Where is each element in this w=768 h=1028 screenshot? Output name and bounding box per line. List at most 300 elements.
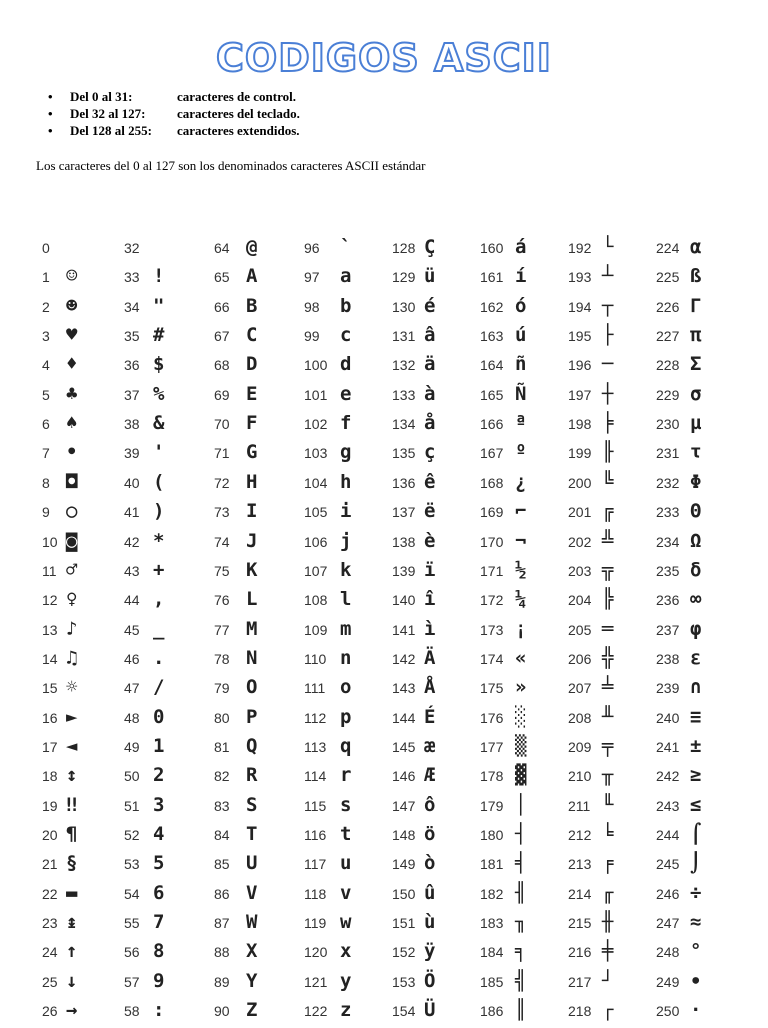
ascii-code: 20 [42, 827, 58, 843]
ascii-glyph: B [246, 294, 258, 317]
ascii-glyph: ┘ [602, 969, 614, 992]
ascii-code: 6 [42, 416, 50, 433]
ascii-glyph: : [153, 999, 165, 1022]
ascii-glyph: 8 [153, 940, 165, 963]
ascii-glyph: ┤ [515, 823, 527, 845]
ascii-code: 129 [392, 269, 416, 286]
ascii-glyph: b [340, 294, 352, 317]
ascii-glyph: ♠ [66, 412, 78, 435]
ascii-glyph: l [340, 588, 352, 611]
ascii-glyph: S [246, 793, 258, 816]
ascii-glyph: ¿ [515, 470, 527, 493]
ascii-glyph: _ [153, 617, 165, 640]
ascii-code: 182 [480, 885, 504, 902]
ascii-code: 33 [124, 269, 140, 286]
ascii-code: 104 [304, 474, 328, 491]
ascii-glyph: ╔ [602, 500, 614, 523]
ascii-glyph: ╢ [515, 881, 527, 904]
ascii-code: 150 [392, 885, 416, 902]
ascii-code: 80 [214, 709, 230, 726]
ascii-glyph: ½ [515, 558, 527, 581]
ascii-code: 122 [304, 1003, 328, 1020]
ascii-glyph: ☼ [66, 676, 78, 699]
ascii-code: 115 [304, 797, 327, 814]
ascii-glyph: è [424, 529, 436, 552]
ascii-code: 99 [304, 328, 320, 345]
ascii-code: 24 [42, 944, 58, 961]
ascii-glyph: R [246, 764, 258, 787]
ascii-code: 233 [656, 504, 680, 521]
ascii-glyph: ¼ [515, 588, 527, 611]
ascii-code: 17 [42, 738, 58, 755]
ascii-glyph: & [153, 412, 165, 435]
ascii-code: 11 [42, 562, 57, 579]
ascii-glyph: ░ [515, 705, 527, 728]
ascii-code: 145 [392, 738, 416, 755]
ascii-glyph: 3 [153, 793, 165, 816]
ascii-glyph: Æ [424, 764, 436, 787]
ascii-glyph: ╞ [602, 412, 614, 435]
ascii-glyph: ♣ [66, 382, 78, 405]
ascii-glyph: ╚ [602, 470, 614, 493]
ascii-code: 229 [656, 386, 680, 403]
ascii-code: 236 [656, 592, 680, 609]
ascii-code: 106 [304, 533, 328, 550]
ascii-glyph: │ [515, 793, 527, 816]
ascii-glyph: ∙ [690, 969, 702, 992]
ascii-glyph: ∞ [690, 588, 702, 611]
ascii-code: 184 [480, 944, 504, 961]
ascii-code: 130 [392, 298, 416, 315]
ascii-code: 1 [42, 269, 50, 286]
ascii-code: 142 [392, 650, 416, 667]
ascii-code: 41 [124, 504, 140, 521]
ascii-code: 46 [124, 650, 140, 667]
ascii-glyph: ≈ [690, 911, 702, 934]
ascii-code: 195 [568, 328, 592, 345]
ascii-glyph: ▓ [515, 764, 527, 787]
ascii-code: 226 [656, 298, 680, 315]
ascii-glyph: º [515, 441, 527, 464]
ascii-code: 131 [392, 328, 416, 345]
ascii-glyph: ◙ [66, 529, 78, 552]
ascii-code: 89 [214, 973, 230, 990]
ascii-code: 207 [568, 680, 592, 697]
ascii-code: 203 [568, 562, 592, 579]
ascii-glyph: « [515, 646, 527, 669]
ascii-glyph: á [515, 236, 527, 258]
ascii-glyph: K [246, 558, 258, 581]
ascii-code: 48 [124, 709, 140, 726]
ascii-glyph: ◘ [66, 470, 78, 493]
ascii-code: 18 [42, 768, 58, 785]
ascii-glyph: ╡ [515, 852, 527, 875]
ascii-glyph: i [340, 500, 352, 523]
ascii-glyph: ≥ [690, 764, 702, 787]
ascii-glyph: Γ [690, 294, 702, 317]
ascii-glyph: ╤ [602, 734, 614, 757]
ascii-code: 9 [42, 504, 50, 521]
ascii-code: 249 [656, 973, 680, 990]
ascii-glyph: G [246, 441, 258, 464]
ascii-code: 178 [480, 768, 504, 785]
ascii-glyph: 0 [153, 705, 165, 728]
ascii-glyph: » [515, 676, 527, 699]
ascii-code: 210 [568, 768, 592, 785]
ascii-glyph: ÷ [690, 881, 702, 904]
ascii-code: 19 [42, 797, 58, 814]
ascii-glyph: . [153, 646, 165, 669]
ascii-code: 120 [304, 944, 328, 961]
ascii-glyph: • [66, 441, 78, 464]
ascii-code: 15 [42, 680, 58, 697]
ascii-code: 193 [568, 269, 592, 286]
ascii-glyph: φ [690, 617, 702, 640]
ascii-code: 39 [124, 445, 140, 462]
ascii-glyph: → [66, 999, 78, 1022]
ascii-code: 239 [656, 680, 680, 697]
ascii-code: 25 [42, 973, 58, 990]
ascii-glyph: ↕ [66, 764, 78, 787]
ascii-code: 112 [304, 709, 327, 726]
ascii-code: 134 [392, 416, 416, 433]
ascii-code: 201 [568, 504, 592, 521]
ascii-code: 32 [124, 240, 140, 256]
ascii-glyph: X [246, 940, 258, 963]
ascii-glyph: e [340, 382, 352, 405]
ascii-glyph: ╨ [602, 705, 614, 728]
ascii-glyph: j [340, 529, 352, 552]
ascii-code: 55 [124, 915, 140, 932]
ascii-code: 65 [214, 269, 230, 286]
ascii-glyph: Å [424, 676, 436, 699]
ascii-code: 118 [304, 885, 327, 902]
ascii-glyph: í [515, 265, 527, 288]
ascii-glyph: Y [246, 969, 258, 992]
ascii-glyph: # [153, 324, 165, 347]
ascii-code: 4 [42, 357, 50, 374]
ascii-code: 248 [656, 944, 680, 961]
ascii-glyph: ♪ [66, 617, 78, 640]
ascii-code: 149 [392, 856, 416, 873]
ascii-code: 109 [304, 621, 328, 638]
ascii-glyph: ö [424, 823, 436, 845]
ascii-code: 102 [304, 416, 328, 433]
ascii-code: 231 [656, 445, 680, 462]
ascii-code: 34 [124, 298, 140, 315]
ascii-code: 138 [392, 533, 416, 550]
ascii-code: 199 [568, 445, 592, 462]
ascii-code: 153 [392, 973, 416, 990]
ascii-glyph: ¡ [515, 617, 527, 640]
ascii-code: 85 [214, 856, 230, 873]
ascii-code: 214 [568, 885, 592, 902]
ascii-glyph: ╬ [602, 646, 614, 669]
ascii-glyph: * [153, 529, 165, 552]
ascii-code: 169 [480, 504, 504, 521]
ascii-code: 232 [656, 474, 680, 491]
ascii-glyph: ╧ [602, 676, 614, 699]
ascii-code: 58 [124, 1003, 140, 1020]
ascii-glyph: 7 [153, 911, 165, 934]
ascii-code: 160 [480, 240, 504, 256]
ascii-code: 183 [480, 915, 504, 932]
ascii-code: 170 [480, 533, 504, 550]
ascii-glyph: V [246, 881, 258, 904]
ascii-code: 161 [480, 269, 504, 286]
range-description: caracteres del teclado. [177, 106, 300, 121]
ascii-code: 42 [124, 533, 140, 550]
ascii-glyph: ↑ [66, 940, 78, 963]
ascii-glyph: ¬ [515, 529, 527, 552]
ascii-code: 234 [656, 533, 680, 550]
ascii-code: 164 [480, 357, 504, 374]
ascii-code: 16 [42, 709, 58, 726]
ascii-glyph: ) [153, 500, 165, 523]
ascii-glyph: r [340, 764, 352, 787]
ascii-glyph: 6 [153, 881, 165, 904]
range-label: Del 128 al 255: [70, 123, 152, 138]
ascii-code: 53 [124, 856, 140, 873]
ascii-glyph: Φ [690, 470, 702, 493]
ascii-code: 196 [568, 357, 592, 374]
ascii-code: 147 [392, 797, 416, 814]
ascii-code: 163 [480, 328, 504, 345]
ascii-glyph: ↨ [66, 911, 78, 934]
ascii-glyph: ` [340, 236, 352, 258]
ascii-glyph: , [153, 588, 165, 611]
ascii-glyph: 4 [153, 823, 165, 845]
ascii-glyph: 9 [153, 969, 165, 992]
ascii-code: 98 [304, 298, 320, 315]
ascii-glyph: ñ [515, 353, 527, 376]
ascii-glyph: N [246, 646, 258, 669]
ascii-code: 56 [124, 944, 140, 961]
ascii-code: 0 [42, 240, 50, 256]
ascii-code: 36 [124, 357, 140, 374]
ascii-glyph: 5 [153, 852, 165, 875]
ascii-code: 26 [42, 1003, 58, 1020]
ascii-code: 52 [124, 827, 140, 843]
ascii-glyph: F [246, 412, 258, 435]
ascii-code: 224 [656, 240, 680, 256]
ascii-glyph: Σ [690, 353, 702, 376]
ascii-code: 171 [480, 562, 504, 579]
ascii-code: 81 [214, 738, 230, 755]
ascii-glyph: Θ [690, 500, 702, 523]
ascii-code: 173 [480, 621, 504, 638]
ascii-glyph: σ [690, 382, 702, 405]
ascii-code: 166 [480, 416, 504, 433]
ascii-code: 211 [568, 797, 591, 814]
ascii-code: 54 [124, 885, 140, 902]
ascii-code: 212 [568, 827, 592, 843]
ascii-glyph: â [424, 324, 436, 347]
ascii-code: 128 [392, 240, 416, 256]
ascii-code: 241 [656, 738, 680, 755]
ascii-code: 245 [656, 856, 680, 873]
ascii-glyph: α [690, 236, 702, 258]
ascii-code: 139 [392, 562, 416, 579]
ascii-glyph: ♫ [66, 646, 78, 669]
ascii-glyph: ÿ [424, 940, 436, 963]
ascii-code: 96 [304, 240, 320, 256]
ascii-code: 209 [568, 738, 592, 755]
ascii-code: 197 [568, 386, 592, 403]
range-description: caracteres extendidos. [177, 123, 300, 138]
ascii-code: 44 [124, 592, 140, 609]
ascii-code: 3 [42, 328, 50, 345]
ascii-code: 176 [480, 709, 504, 726]
ascii-glyph: Ö [424, 969, 436, 992]
ascii-code: 136 [392, 474, 416, 491]
ascii-code: 97 [304, 269, 320, 286]
ascii-glyph: ╪ [602, 940, 614, 963]
ascii-glyph: ╫ [602, 911, 614, 934]
ascii-glyph: % [153, 382, 165, 405]
ascii-code: 79 [214, 680, 230, 697]
ascii-glyph: ╓ [602, 881, 614, 904]
ascii-code: 100 [304, 357, 328, 374]
ascii-glyph: δ [690, 558, 702, 581]
ascii-glyph: p [340, 705, 352, 728]
ascii-glyph: ╩ [602, 529, 614, 552]
ascii-code: 181 [480, 856, 504, 873]
ascii-glyph: ± [690, 734, 702, 757]
ascii-code: 10 [42, 533, 58, 550]
ascii-glyph: O [246, 676, 258, 699]
ascii-glyph: n [340, 646, 352, 669]
ascii-glyph: ♦ [66, 353, 78, 376]
ascii-code: 175 [480, 680, 504, 697]
ascii-code: 218 [568, 1003, 592, 1020]
ascii-glyph: ¶ [66, 823, 78, 845]
ascii-code: 194 [568, 298, 592, 315]
ascii-glyph: ║ [515, 999, 527, 1022]
ascii-glyph: ⌠ [690, 823, 702, 845]
ascii-code: 225 [656, 269, 680, 286]
ascii-glyph: ═ [602, 617, 614, 640]
ascii-code: 132 [392, 357, 416, 374]
ascii-code: 70 [214, 416, 230, 433]
ascii-code: 192 [568, 240, 592, 256]
ascii-glyph: v [340, 881, 352, 904]
ascii-code: 244 [656, 827, 680, 843]
ascii-glyph: ├ [602, 324, 614, 347]
ascii-code: 22 [42, 885, 58, 902]
ascii-glyph: Q [246, 734, 258, 757]
ascii-code: 235 [656, 562, 680, 579]
ascii-code: 35 [124, 328, 140, 345]
ascii-glyph: ≤ [690, 793, 702, 816]
intro-text: Los caracteres del 0 al 127 son los denominados caracteres ASCII estándar [36, 158, 426, 173]
ascii-glyph: π [690, 324, 702, 347]
ascii-glyph: ú [515, 324, 527, 347]
ascii-glyph: ┌ [602, 999, 614, 1022]
ascii-code: 215 [568, 915, 592, 932]
ascii-code: 57 [124, 973, 140, 990]
ascii-code: 162 [480, 298, 504, 315]
ascii-glyph: ⌐ [515, 500, 527, 523]
ascii-code: 40 [124, 474, 140, 491]
ascii-glyph: ┼ [602, 382, 614, 405]
ascii-code: 185 [480, 973, 504, 990]
ascii-glyph: à [424, 382, 436, 405]
ascii-glyph: ! [153, 265, 165, 288]
range-label: Del 32 al 127: [70, 106, 146, 121]
ascii-glyph: s [340, 793, 352, 816]
ascii-code: 154 [392, 1003, 416, 1020]
ascii-glyph: ╖ [515, 911, 527, 934]
ascii-code: 148 [392, 827, 416, 843]
ascii-code: 137 [392, 504, 416, 521]
ascii-code: 202 [568, 533, 592, 550]
ascii-glyph: ╘ [602, 823, 614, 845]
ascii-glyph: û [424, 881, 436, 904]
ascii-code: 167 [480, 445, 504, 462]
ascii-code: 133 [392, 386, 416, 403]
ascii-code: 135 [392, 445, 416, 462]
ascii-glyph: µ [690, 412, 702, 435]
ascii-glyph: ù [424, 911, 436, 934]
ascii-code: 198 [568, 416, 592, 433]
ascii-code: 68 [214, 357, 230, 374]
ascii-code: 105 [304, 504, 328, 521]
ascii-code: 144 [392, 709, 416, 726]
ascii-code: 200 [568, 474, 592, 491]
ascii-glyph: · [690, 999, 702, 1022]
ascii-glyph: y [340, 969, 352, 992]
ascii-code: 143 [392, 680, 416, 697]
ascii-glyph: ª [515, 412, 527, 435]
ascii-glyph: ( [153, 470, 165, 493]
ascii-glyph: ó [515, 294, 527, 317]
ascii-code: 77 [214, 621, 230, 638]
ascii-glyph: " [153, 294, 165, 317]
ascii-code: 101 [304, 386, 328, 403]
ascii-code: 45 [124, 621, 140, 638]
ascii-code: 247 [656, 915, 680, 932]
ascii-glyph: ä [424, 353, 436, 376]
ascii-glyph: o [340, 676, 352, 699]
ascii-glyph: ▬ [66, 881, 78, 904]
ascii-code: 12 [42, 592, 58, 609]
ascii-glyph: H [246, 470, 258, 493]
ascii-glyph: / [153, 676, 165, 699]
ascii-code: 43 [124, 562, 140, 579]
ascii-glyph: I [246, 500, 258, 523]
ascii-code: 66 [214, 298, 230, 315]
ascii-code: 103 [304, 445, 328, 462]
ascii-glyph: ╣ [515, 969, 527, 992]
ascii-glyph: ⌡ [690, 852, 702, 875]
page-title: CODIGOS ASCII [216, 36, 552, 80]
ascii-code: 23 [42, 915, 58, 932]
ascii-code: 116 [304, 827, 327, 843]
ascii-code: 174 [480, 650, 504, 667]
ascii-code: 7 [42, 445, 50, 462]
ascii-code: 83 [214, 797, 230, 814]
ascii-glyph: Z [246, 999, 258, 1022]
ascii-code: 37 [124, 386, 140, 403]
ascii-glyph: Ä [424, 646, 436, 669]
ascii-glyph: E [246, 382, 258, 405]
ascii-code: 14 [42, 650, 58, 667]
ascii-code: 140 [392, 592, 416, 609]
ascii-code: 186 [480, 1003, 504, 1020]
ascii-glyph: ○ [66, 500, 78, 523]
ascii-glyph: ┬ [602, 294, 614, 317]
